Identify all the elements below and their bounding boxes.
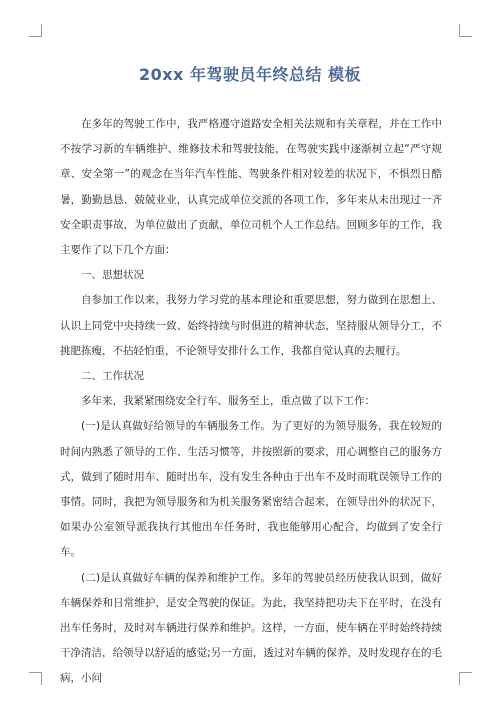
paragraph-work-item-1: (一)是认真做好给领导的车辆服务工作。为了更好的为领导服务，我在较短的时间内熟悉了领导的工作、生活习惯等，并按照新的要求，用心调整自己的服务方式，做到了随时用车、随时出车，没有发生各种由于出车不及时而耽误领导工作的事情。同时，我把为领导服务和为机关服务紧密结合起来，在领导出外的状况下，如果办公室领导派我执行其他出车任务时，我也能够用心配合，均做到了安全行车。: [60, 420, 442, 559]
paragraph-thoughts: 自参加工作以来，我努力学习党的基本理论和重要思想，努力做到在思想上、认识上同党中央持续一致、始终持续与时俱进的精神状态，坚持服从领导分工，不挑肥拣瘦，不拈轻怕重，不论领导安排什么工作，我都自觉认真的去履行。: [60, 294, 442, 357]
document-body: [60, 112, 442, 692]
section-heading-thoughts: 一、思想状况: [81, 269, 144, 282]
paragraph-intro: 在多年的驾驶工作中，我严格遵守道路安全相关法规和有关章程，并在工作中不按学习新的车辆维护、维修技术和驾驶技能，在驾驶实践中逐渐树立起“严守规章、安全第一”的观念在当年汽车性能、驾驶条件相对较差的状况下，不惧烈日酷暑，勤勤恳恳、兢兢业业，认真完成单位交派的各项工作，多年来从未出现过一齐安全职责事故，为单位做出了贡献，单位司机个人工作总结。回顾多年的工作，我主要作了以下几个方面：: [60, 118, 442, 257]
crop-mark-bottom-left: [29, 672, 42, 685]
document-title: 20xx 年驾驶员年终总结 模板: [138, 65, 362, 84]
crop-mark-top-left: [29, 24, 42, 37]
crop-mark-bottom-right: [459, 672, 472, 685]
section-heading-work: 二、工作状况: [81, 370, 144, 383]
paragraph-work-item-2: (二)是认真做好车辆的保养和维护工作。多年的驾驶员经历使我认识到，做好车辆保养和日常维护，是安全驾驶的保证。为此，我坚持把功夫下在平时，在没有出车任务时，及时对车辆进行保养和维护。这样，一方面，使车辆在平时始终持续干净清洁，给领导以舒适的感觉;另一方面，透过对车辆的保养，及时发现存在的毛病，小问: [60, 571, 442, 685]
paragraph-work-intro: 多年来，我紧紧围绕安全行车、服务至上，重点做了以下工作：: [81, 395, 375, 408]
crop-mark-top-right: [459, 24, 472, 37]
